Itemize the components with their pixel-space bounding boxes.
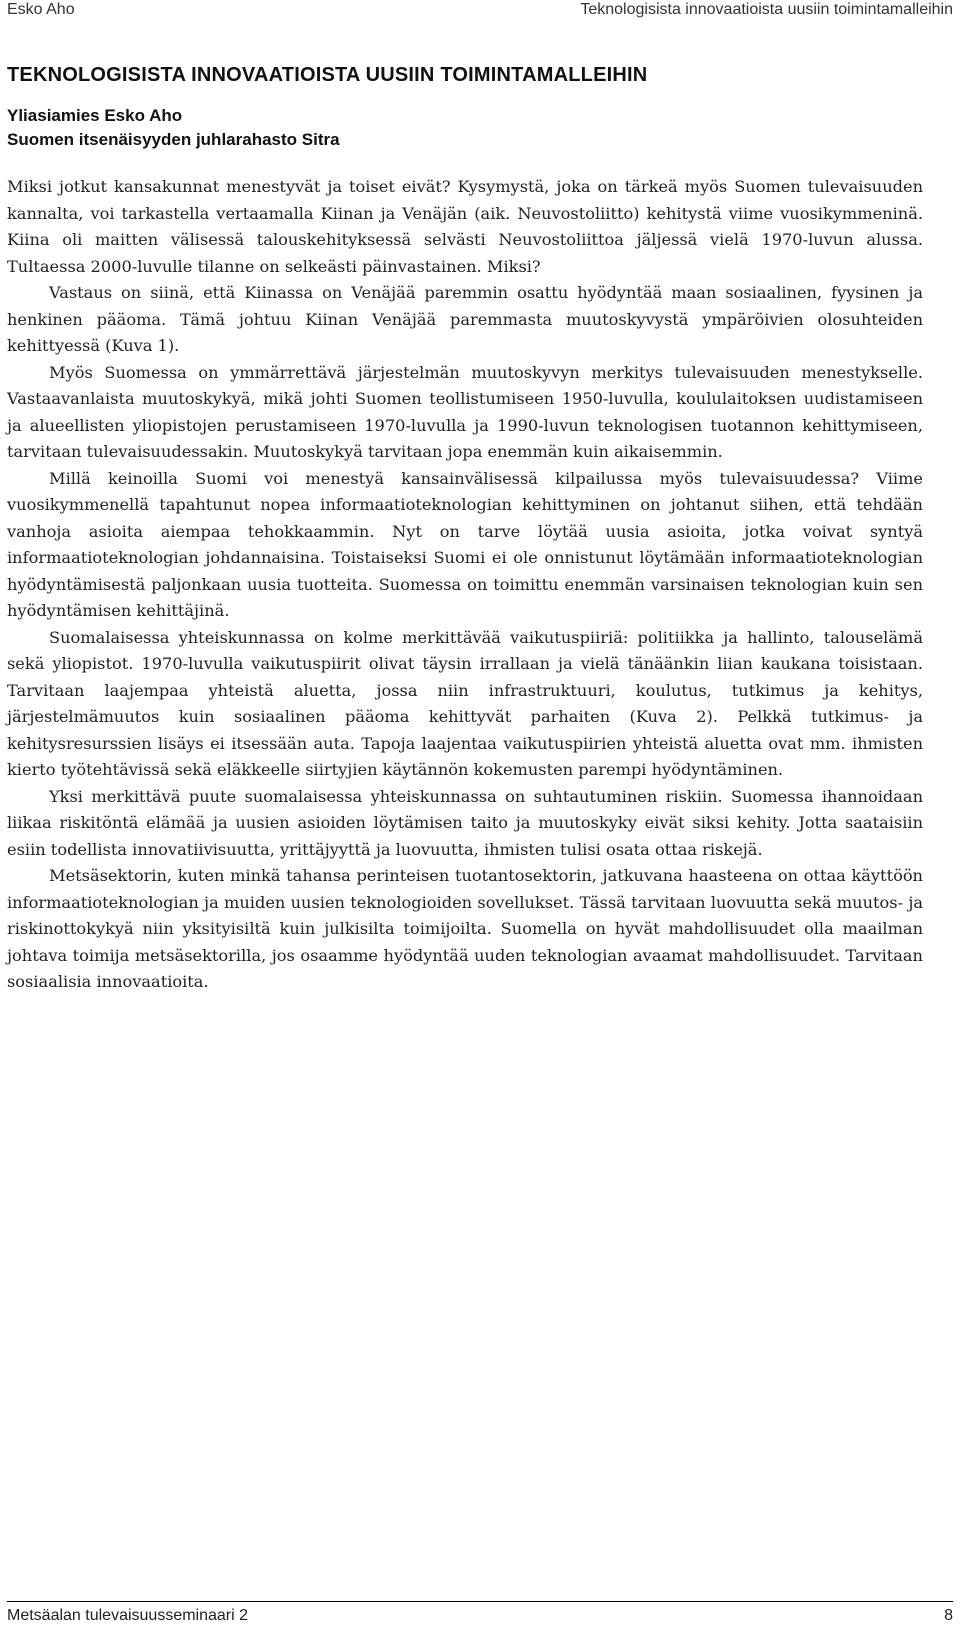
article-title: TEKNOLOGISISTA INNOVAATIOISTA UUSIIN TOIMINTAMALLEIHIN xyxy=(7,64,648,86)
running-header xyxy=(7,0,953,24)
article-author: Yliasiamies Esko Aho xyxy=(7,106,183,125)
paragraph-6: Yksi merkittävä puute suomalaisessa yhteiskunnassa on suhtautuminen riskiin. Suomessa ihannoidaan liikaa riskitöntä elämää ja uusien asioiden löytämisen taito ja muutoskyky eivät siksi kehity. Jotta saataisiin esiin todellista innovatiivisuutta, yrittäjyyttä ja luovuutta, ihmisten tulisi osata ottaa riskejä. xyxy=(7,786,923,859)
paragraph-4: Millä keinoilla Suomi voi menestyä kansainvälisessä kilpailussa myös tulevaisuudessa? Viime vuosikymmenellä tapahtunut nopea informaatioteknologian kehittyminen on johtanut siihen, että tehdään vanhoja asioita aiempaa tehokkaammin. Nyt on tarve löytää uusia asioita, jotka voivat syntyä informaatioteknologian johdannaisina. Toistaiseksi Suomi ei ole onnistunut löytämään informaatioteknologian hyödyntämisestä paljonkaan uusia tuotteita. Suomessa on toimittu enemmän varsinaisen teknologian kuin sen hyödyntämisen kehittäjinä. xyxy=(7,468,923,620)
header-author: Esko Aho xyxy=(7,1,75,18)
paragraph-3: Myös Suomessa on ymmärrettävä järjestelmän muutoskyvyn merkitys tulevaisuuden menestykselle. Vastaavanlaista muutoskykyä, mikä johti Suomen teollistumiseen 1950-luvulla, koululaitoksen uudistamiseen ja alueellisten yliopistojen perustamiseen 1970-luvulla ja 1990-luvun teknologisen tuotannon kehittymiseen, tarvitaan tulevaisuudessakin. Muutoskykyä tarvitaan jopa enemmän kuin aikaisemmin. xyxy=(7,362,923,461)
paragraph-7: Metsäsektorin, kuten minkä tahansa perinteisen tuotantosektorin, jatkuvana haasteena on ottaa käyttöön informaatioteknologian ja muiden uusien teknologioiden sovellukset. Tässä tarvitaan luovuutta sekä muutos- ja riskinottokykyä niin yksityisiltä kuin julkisilta toimijoilta. Suomella on hyvät mahdollisuudet olla maailman johtava toimija metsäsektorilla, jos osaamme hyödyntää uuden teknologian avaamat mahdollisuudet. Tarvitaan sosiaalisia innovaatioita. xyxy=(7,866,923,991)
article-body xyxy=(7,174,923,996)
header-title: Teknologisista innovaatioista uusiin toimintamalleihin xyxy=(580,1,953,18)
page-number: 8 xyxy=(944,1607,953,1624)
paragraph-2: Vastaus on siinä, että Kiinassa on Venäjää paremmin osattu hyödyntää maan sosiaalinen, fyysinen ja henkinen pääoma. Tämä johtuu Kiinan Venäjää paremmasta muutoskyvystä ympäröivien olosuhteiden kehittyessä (Kuva 1). xyxy=(7,283,923,355)
paragraph-1: Miksi jotkut kansakunnat menestyvät ja toiset eivät? Kysymystä, joka on tärkeä myös Suomen tulevaisuuden kannalta, voi tarkastella vertaamalla Kiinan ja Venäjän (aik. Neuvostoliitto) kehitystä viime vuosikymmeninä. Kiina oli maitten välisessä talouskehityksessä selvästi Neuvostoliittoa jäljessä vielä 1970-luvun alussa. Tultaessa 2000-luvulle tilanne on selkeästi päinvastainen. Miksi? xyxy=(7,177,923,276)
paragraph-5: Suomalaisessa yhteiskunnassa on kolme merkittävää vaikutuspiiriä: politiikka ja hallinto, talouselämä sekä yliopistot. 1970-luvulla vaikutuspiirit olivat täysin irrallaan ja vielä tänäänkin liian kaukana toisistaan. Tarvitaan laajempaa yhteistä aluetta, jossa niin infrastruktuuri, koulutus, tutkimus ja kehitys, järjestelmämuutos kuin sosiaalinen pääoma kehittyvät parhaiten (Kuva 2). Pelkkä tutkimus- ja kehitysresurssien lisäys ei itsessään auta. Tapoja laajentaa vaikutuspiirien yhteistä aluetta ovat mm. ihmisten kierto työtehtävissä sekä eläkkeelle siirtyjien käytännön kokemusten parempi hyödyntäminen. xyxy=(7,627,923,779)
page-footer xyxy=(7,1601,953,1626)
footer-publication: Metsäalan tulevaisuusseminaari 2 xyxy=(7,1607,249,1624)
article xyxy=(7,62,923,996)
article-affiliation: Suomen itsenäisyyden juhlarahasto Sitra xyxy=(7,130,340,149)
